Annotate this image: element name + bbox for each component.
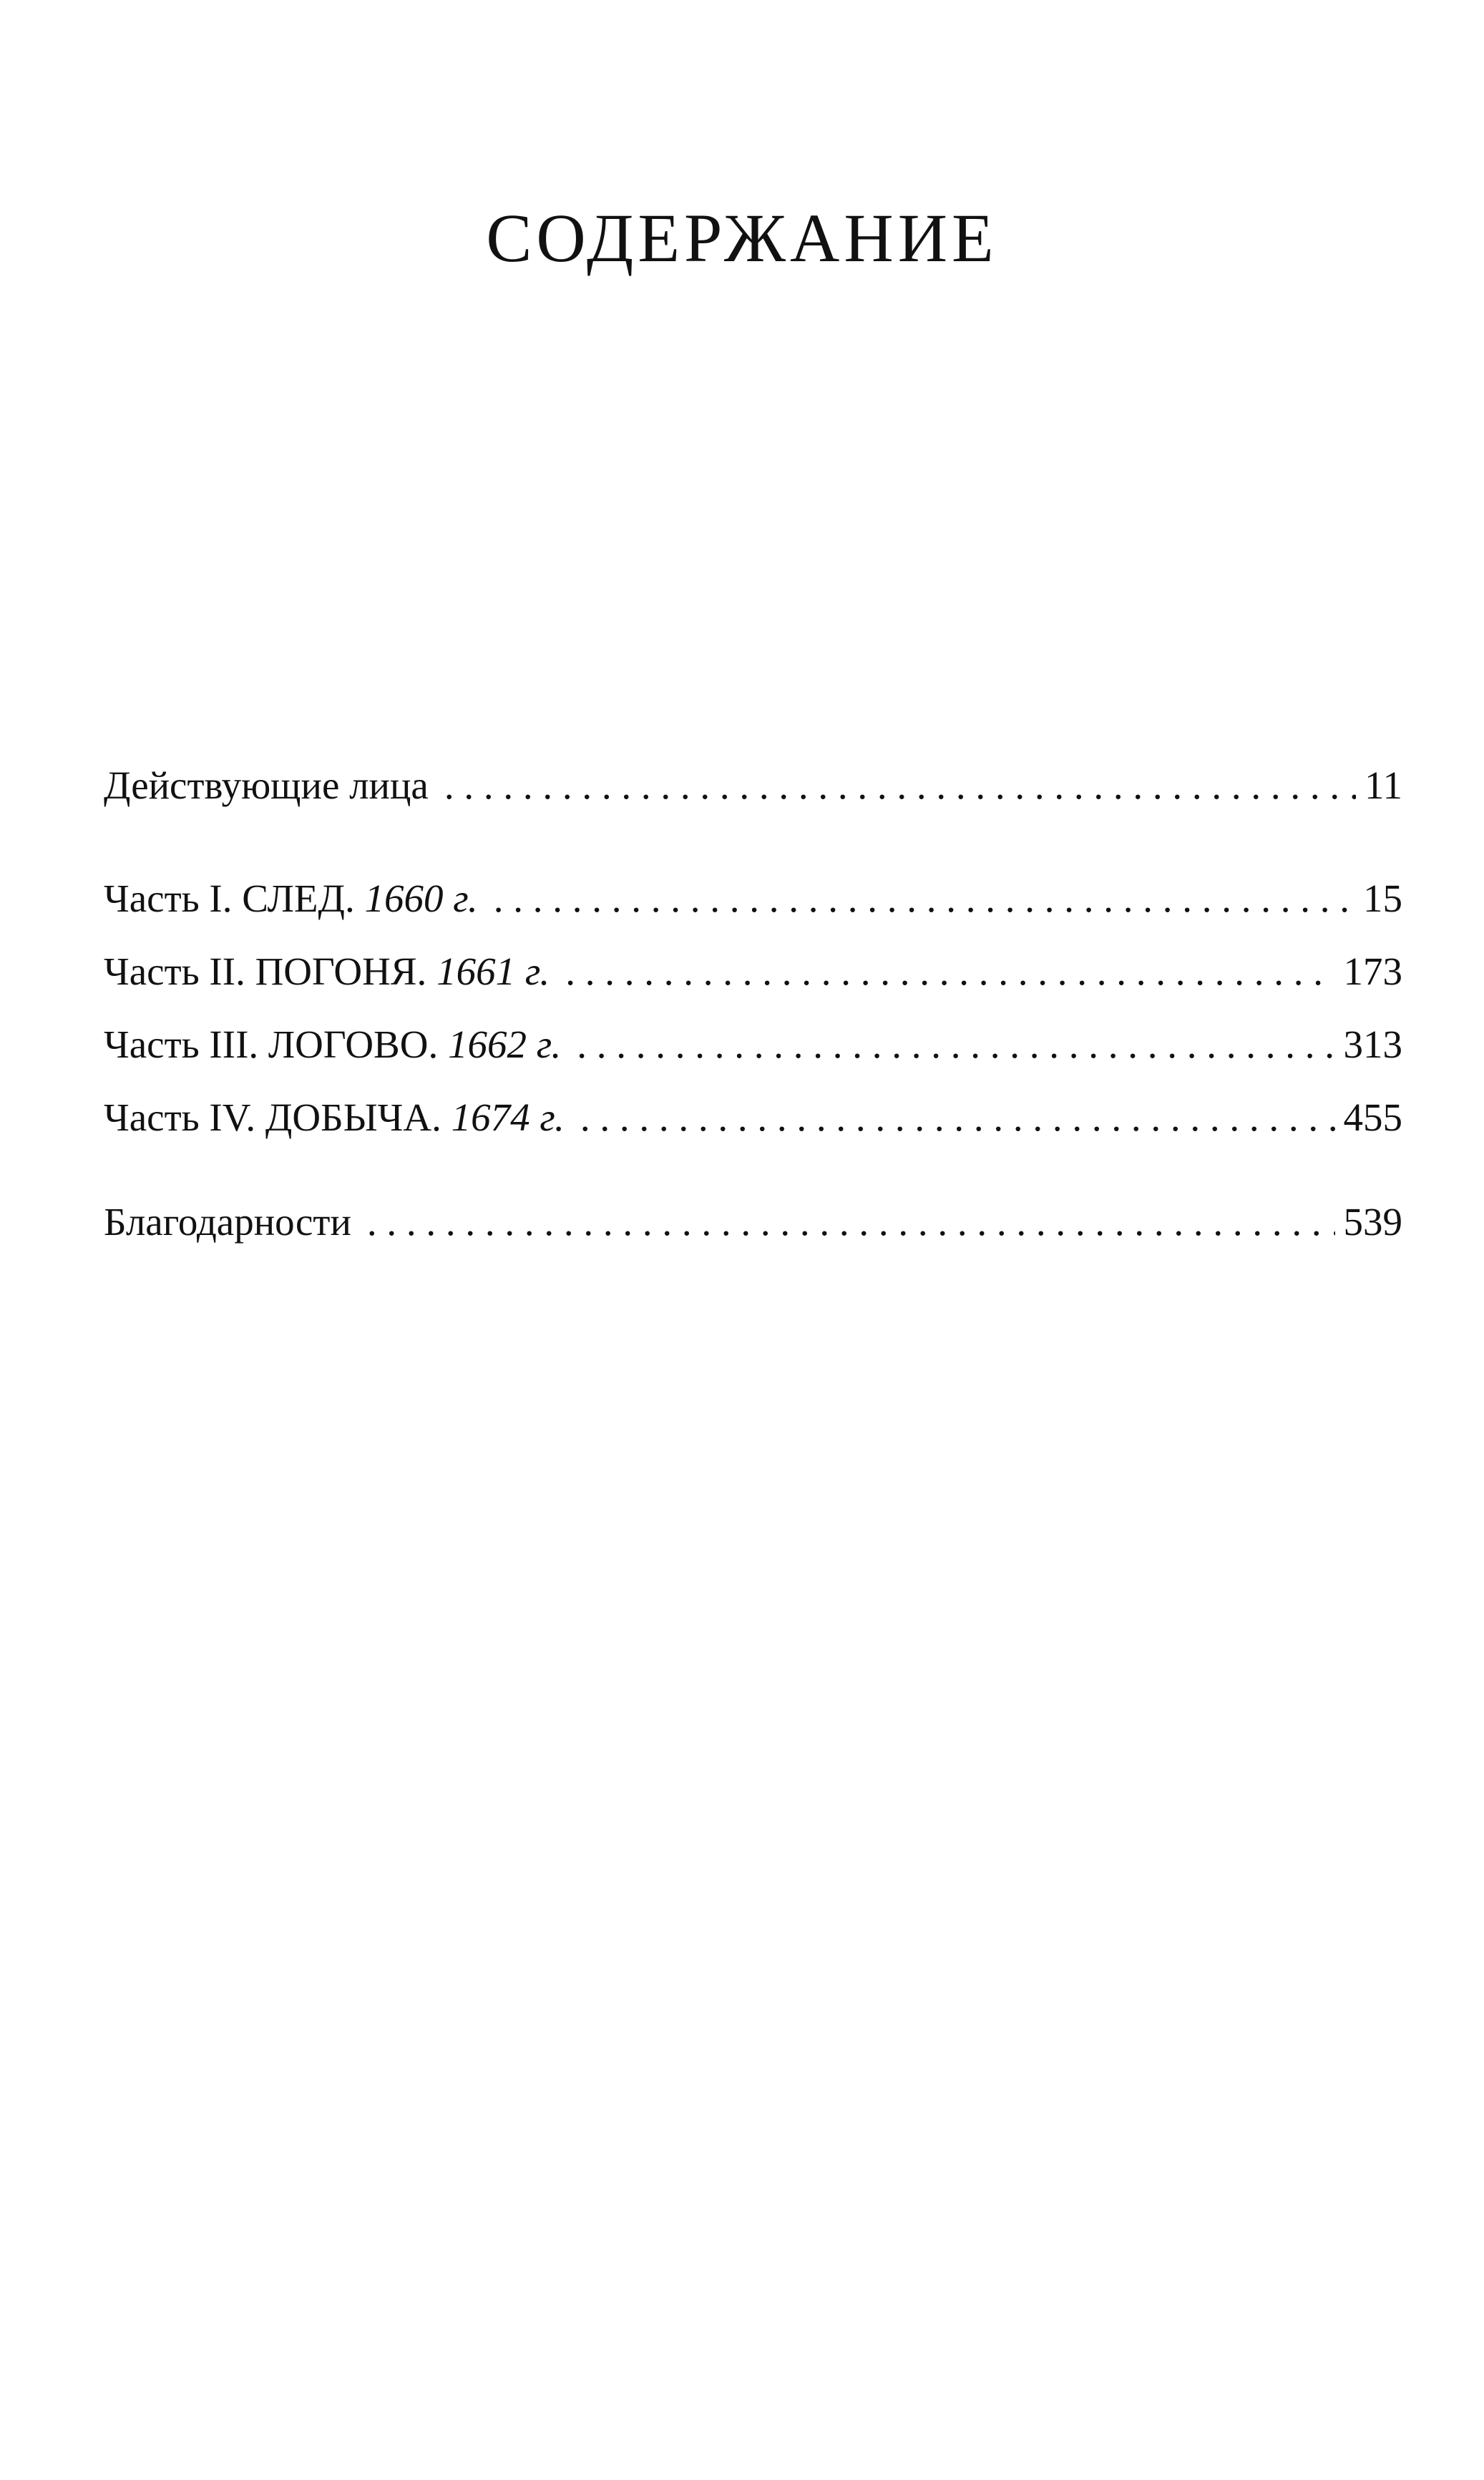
toc-entry-year: 1660 г. — [364, 877, 478, 920]
toc-entry-part-3 — [104, 1022, 1402, 1066]
toc-entry-page: 313 — [1343, 1022, 1402, 1066]
toc-entry-year: 1661 г. — [436, 949, 550, 993]
dot-leader — [565, 952, 1334, 991]
toc-entry-page: 455 — [1343, 1095, 1402, 1139]
dot-leader — [580, 1098, 1335, 1137]
dot-leader — [444, 766, 1356, 805]
toc-entry-characters — [104, 763, 1402, 807]
page-title: СОДЕРЖАНИЕ — [486, 200, 998, 276]
toc-entry-label: Часть I. СЛЕД. 1660 г. — [104, 877, 478, 920]
toc-entry-part-2 — [104, 949, 1402, 993]
toc-entry-part-1 — [104, 879, 1402, 918]
toc-entry-page: 539 — [1343, 1200, 1402, 1244]
toc-entry-part-4 — [104, 1095, 1402, 1139]
dot-leader — [494, 879, 1354, 918]
toc-entry-label: Действующие лица — [104, 763, 429, 807]
dot-leader — [367, 1202, 1335, 1241]
toc-entry-label: Часть III. ЛОГОВО. 1662 г. — [104, 1022, 562, 1066]
toc-entry-label: Часть IV. ДОБЫЧА. 1674 г. — [104, 1095, 565, 1139]
toc-entry-page: 11 — [1365, 763, 1402, 807]
toc-entry-label: Часть II. ПОГОНЯ. 1661 г. — [104, 949, 550, 993]
dot-leader — [577, 1025, 1334, 1064]
toc-entry-acknowledgements — [104, 1200, 1402, 1244]
toc-entry-label: Благодарности — [104, 1200, 351, 1244]
toc-entry-page: 15 — [1363, 877, 1402, 920]
toc-entry-year: 1662 г. — [447, 1022, 562, 1066]
toc-entry-page: 173 — [1343, 949, 1402, 993]
toc-entry-year: 1674 г. — [451, 1095, 565, 1139]
